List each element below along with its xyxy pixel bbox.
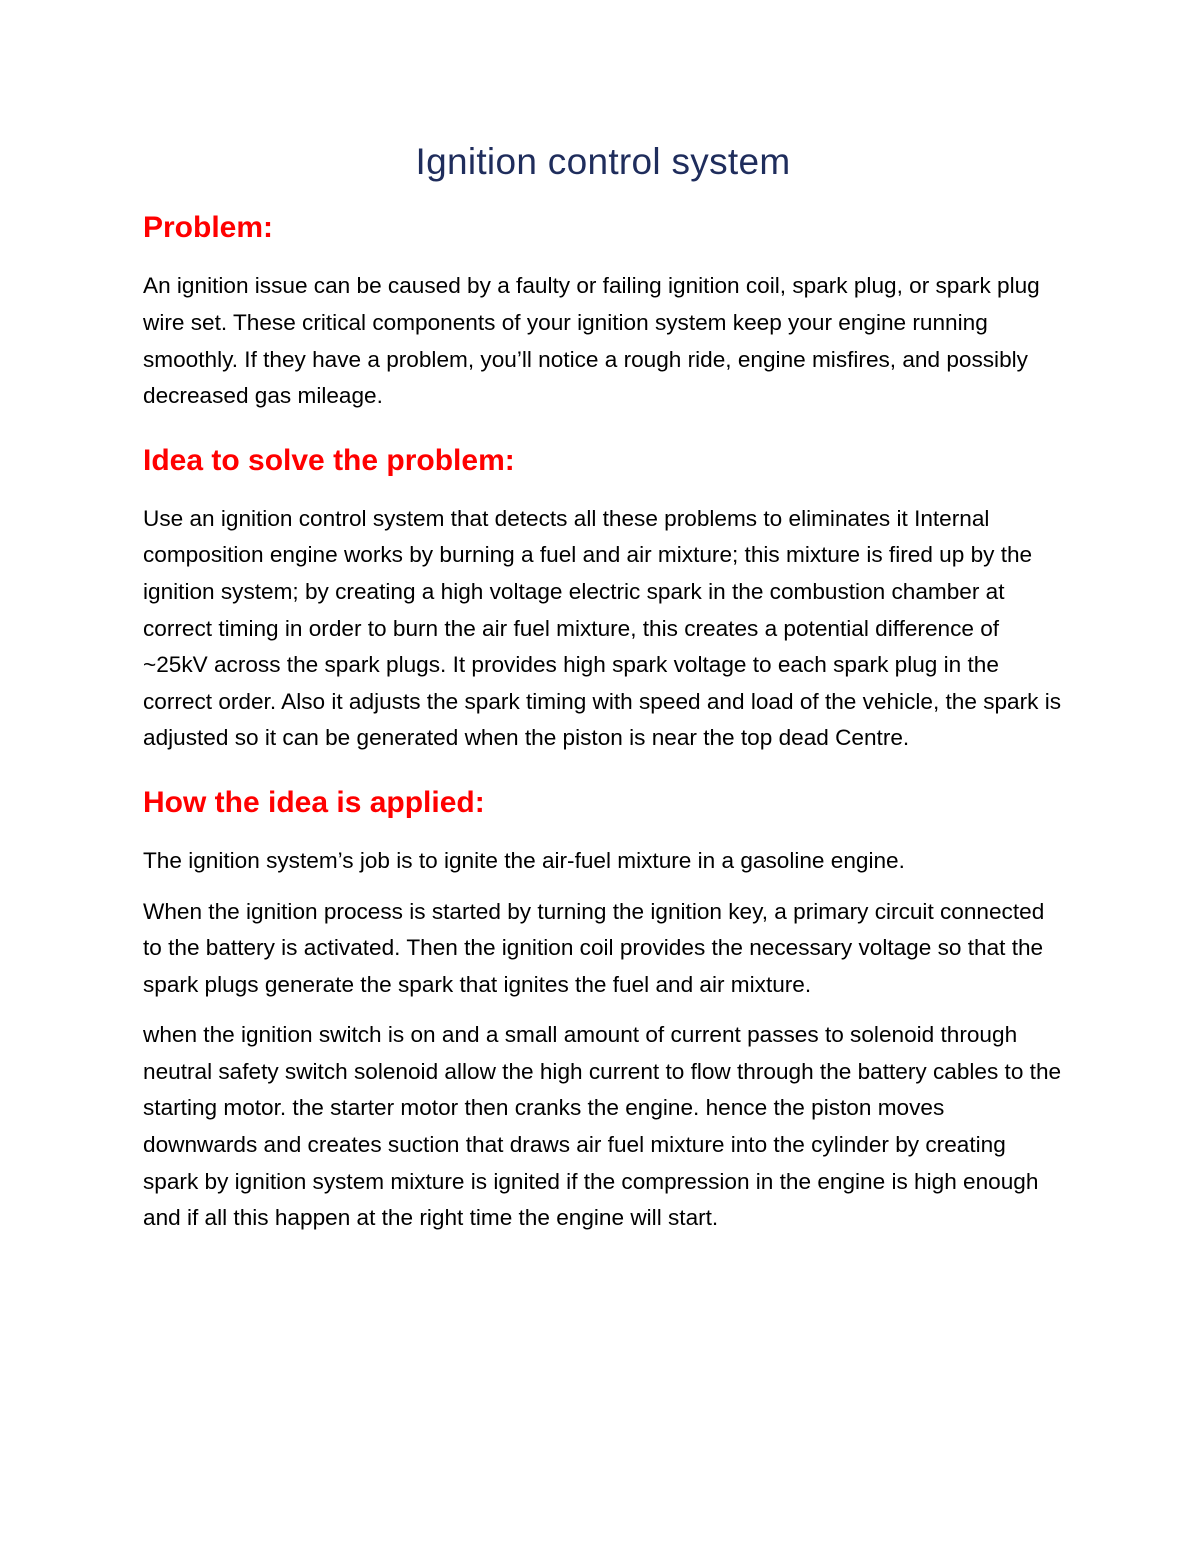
section-application (143, 785, 1063, 1237)
section-problem (143, 210, 1063, 414)
section-idea (143, 443, 1063, 757)
idea-paragraph: Use an ignition control system that detects all these problems to eliminates it Internal composition engine works by burning a fuel and air mixture; this mixture is fired up by the ignition system; by creating a high voltage electric spark in the combustion chamber at correct timing in order to burn the air fuel mixture, this creates a potential difference of ~25kV across the spark plugs. It provides high spark voltage to each spark plug in the correct order. Also it adjusts the spark timing with speed and load of the vehicle, the spark is adjusted so it can be generated when the piston is near the top dead Centre. (143, 505, 1062, 751)
application-paragraph-2: When the ignition process is started by turning the ignition key, a primary circuit connected to the battery is activated. Then the ignition coil provides the necessary voltage so that the spark plugs generate the spark that ignites the fuel and air mixture. (143, 898, 1045, 997)
section-heading-problem: Problem: (143, 211, 274, 245)
document-title: Ignition control system (415, 141, 791, 182)
application-paragraph-3: when the ignition switch is on and a small amount of current passes to solenoid through neutral safety switch solenoid allow the high current to flow through the battery cables to the starting motor. the starter motor then cranks the engine. hence the piston moves downwards and creates suction that draws air fuel mixture into the cylinder by creating spark by ignition system mixture is ignited if the compression in the engine is high enough and if all this happen at the right time the engine will start. (143, 1022, 1062, 1231)
section-heading-application: How the idea is applied: (143, 785, 485, 819)
section-heading-idea: Idea to solve the problem: (143, 443, 515, 477)
document-body (143, 140, 1063, 1251)
problem-paragraph: An ignition issue can be caused by a faulty or failing ignition coil, spark plug, or spark plug wire set. These critical components of your ignition system keep your engine running smoothly. If they have a problem, you’ll notice a rough ride, engine misfires, and possibly decreased gas mileage. (143, 273, 1040, 409)
application-paragraph-1: The ignition system’s job is to ignite the air-fuel mixture in a gasoline engine. (143, 847, 905, 873)
